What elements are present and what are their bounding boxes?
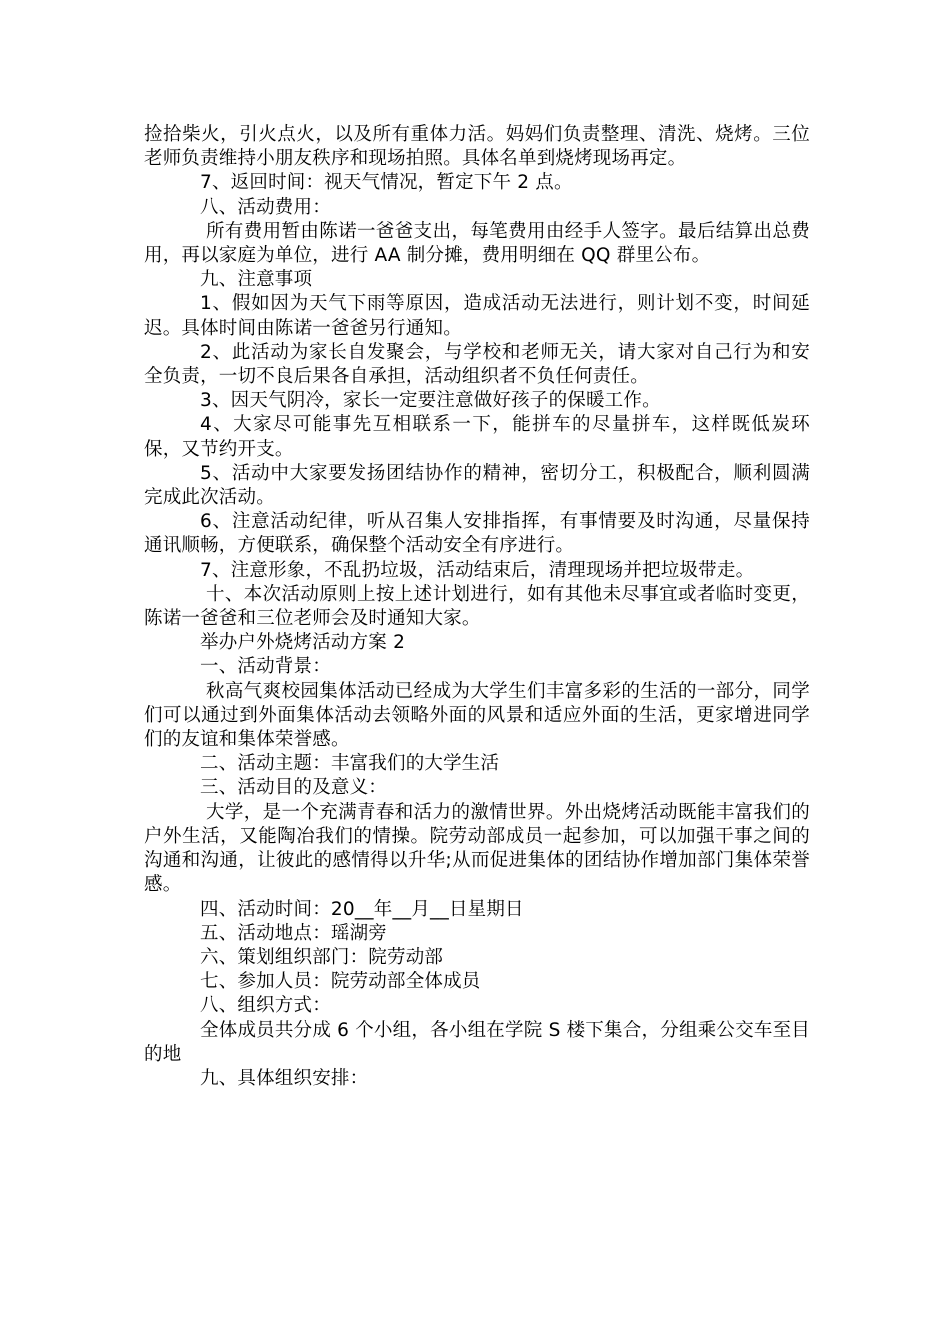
- section-heading: 九、注意事项: [200, 269, 313, 291]
- paragraph: 全体成员共分成 6 个小组，各小组在学院 S 楼下集合，分组乘公交车至目的地: [144, 1019, 810, 1065]
- section-heading: 一、活动背景：: [200, 656, 331, 678]
- list-item: 4、大家尽可能事先互相联系一下，能拼车的尽量拼车，这样既低炭环保，又节约开支。: [144, 414, 810, 460]
- paragraph: 十、本次活动原则上按上述计划进行，如有其他未尽事宜或者临时变更，陈诺一爸爸和三位老师会及时通知大家。: [144, 583, 810, 630]
- section-heading: 八、活动费用：: [200, 196, 331, 218]
- list-item: 1、假如因为天气下雨等原因，造成活动无法进行，则计划不变，时间延迟。具体时间由陈诺一爸爸另行通知。: [144, 293, 810, 339]
- document-subtitle: 举办户外烧烤活动方案 2: [200, 632, 406, 654]
- section-heading: 六、策划组织部门：院劳动部: [200, 946, 444, 968]
- section-heading: 七、参加人员：院劳动部全体成员: [200, 971, 481, 993]
- paragraph: 秋高气爽校园集体活动已经成为大学生们丰富多彩的生活的一部分，同学们可以通过到外面集体活动去领略外面的风景和适应外面的生活，更家增进同学们的友谊和集体荣誉感。: [144, 680, 810, 751]
- document-body: [144, 123, 810, 1091]
- paragraph: 所有费用暂由陈诺一爸爸支出，每笔费用由经手人签字。最后结算出总费用，再以家庭为单位，进行 AA 制分摊，费用明细在 QQ 群里公布。: [144, 220, 810, 267]
- section-heading: 八、组织方式：: [200, 995, 331, 1017]
- list-item: 3、因天气阴冷，家长一定要注意做好孩子的保暖工作。: [200, 390, 661, 412]
- paragraph: 大学，是一个充满青春和活力的激情世界。外出烧烤活动既能丰富我们的户外生活，又能陶冶我们的情操。院劳动部成员一起参加，可以加强干事之间的沟通和沟通，让彼此的感情得以升华;从而促进集体的团结协作增加部门集体荣誉感。: [144, 801, 810, 896]
- section-heading: 五、活动地点：瑶湖旁: [200, 922, 388, 944]
- section-heading: 九、具体组织安排：: [200, 1067, 369, 1089]
- paragraph: 捡拾柴火，引火点火，以及所有重体力活。妈妈们负责整理、清洗、烧烤。三位老师负责维持小朋友秩序和现场拍照。具体名单到烧烤现场再定。: [144, 124, 810, 170]
- list-item: 6、注意活动纪律，听从召集人安排指挥，有事情要及时沟通，尽量保持通讯顺畅，方便联系，确保整个活动安全有序进行。: [144, 511, 810, 557]
- section-heading: 四、活动时间：20__年__月__日星期日: [200, 898, 524, 920]
- section-heading: 三、活动目的及意义：: [200, 777, 388, 799]
- paragraph: 7、返回时间：视天气情况，暂定下午 2 点。: [200, 172, 573, 194]
- list-item: 7、注意形象，不乱扔垃圾，活动结束后，清理现场并把垃圾带走。: [200, 559, 755, 581]
- section-heading: 二、活动主题：丰富我们的大学生活: [200, 753, 500, 775]
- list-item: 5、活动中大家要发扬团结协作的精神，密切分工，积极配合，顺利圆满完成此次活动。: [144, 462, 810, 509]
- list-item: 2、此活动为家长自发聚会，与学校和老师无关，请大家对自己行为和安全负责，一切不良后果各自承担，活动组织者不负任何责任。: [144, 341, 810, 388]
